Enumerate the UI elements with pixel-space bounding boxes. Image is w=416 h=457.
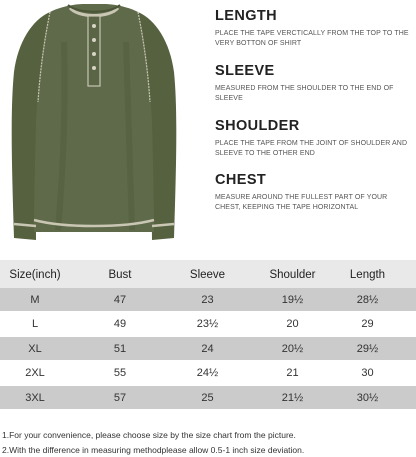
henley-shirt-image (4, 2, 184, 250)
table-cell: 51 (70, 337, 170, 360)
table-cell: 19½ (245, 288, 340, 311)
header-cell-shoulder: Shoulder (245, 260, 340, 290)
guide-desc: MEASURE AROUND THE FULLEST PART OF YOUR CHEST, KEEPING THE TAPE HORIZONTAL (215, 193, 411, 212)
guide-chest (215, 172, 411, 212)
table-cell: 47 (70, 288, 170, 311)
table-cell: 24 (170, 337, 245, 360)
guide-title: SLEEVE (215, 63, 411, 80)
table-cell: 20½ (245, 337, 340, 360)
table-cell: 49 (70, 312, 170, 335)
table-cell: 30½ (340, 386, 395, 409)
table-row (0, 337, 416, 360)
table-cell: 24½ (170, 361, 245, 384)
size-notes (2, 428, 414, 457)
table-cell: 29½ (340, 337, 395, 360)
table-cell: 3XL (0, 386, 70, 409)
header-cell-bust: Bust (70, 260, 170, 290)
table-cell: 20 (245, 312, 340, 335)
guide-shoulder (215, 118, 411, 158)
table-cell: 23½ (170, 312, 245, 335)
guide-sleeve (215, 63, 411, 103)
guide-desc: MEASURED FROM THE SHOULDER TO THE END OF SLEEVE (215, 84, 411, 103)
guide-title: SHOULDER (215, 118, 411, 135)
header-cell-size: Size(inch) (0, 260, 70, 290)
table-row (0, 288, 416, 311)
table-cell: L (0, 312, 70, 335)
guide-title: CHEST (215, 172, 411, 189)
table-cell: 25 (170, 386, 245, 409)
guide-title: LENGTH (215, 8, 411, 25)
table-row (0, 361, 416, 384)
table-cell: 30 (340, 361, 395, 384)
table-header-row (0, 260, 416, 290)
table-row (0, 312, 416, 335)
table-cell: 55 (70, 361, 170, 384)
note-line: 2.With the difference in measuring methodplease allow 0.5-1 inch size deviation. (2, 443, 414, 457)
guide-desc: PLACE THE TAPE FROM THE JOINT OF SHOULDER AND SLEEVE TO THE OTHER END (215, 139, 411, 158)
table-cell: 57 (70, 386, 170, 409)
table-row (0, 386, 416, 409)
table-cell: 21½ (245, 386, 340, 409)
table-cell: XL (0, 337, 70, 360)
header-cell-length: Length (340, 260, 395, 290)
table-cell: 28½ (340, 288, 395, 311)
guide-length (215, 8, 411, 48)
header-cell-sleeve: Sleeve (170, 260, 245, 290)
table-cell: 2XL (0, 361, 70, 384)
table-cell: 21 (245, 361, 340, 384)
table-cell: M (0, 288, 70, 311)
table-cell: 29 (340, 312, 395, 335)
table-cell: 23 (170, 288, 245, 311)
guide-desc: PLACE THE TAPE VERCTICALLY FROM THE TOP TO THE VERY BOTTON OF SHIRT (215, 29, 411, 48)
note-line: 1.For your convenience, please choose size by the size chart from the picture. (2, 428, 414, 443)
